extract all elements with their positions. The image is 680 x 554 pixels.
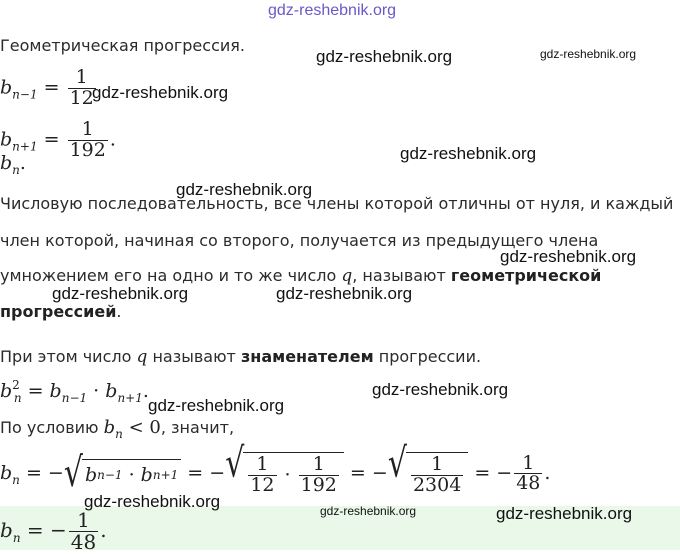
fraction-denominator: 48 [516, 472, 541, 495]
term-progression: прогрессией [0, 302, 117, 321]
sqrt-1: √ b n−1 · b n+1 [64, 459, 181, 489]
fraction-denominator: 192 [69, 138, 106, 161]
fraction-numerator: 1 [312, 453, 325, 475]
fraction-numerator: 1 [522, 451, 535, 474]
text: , называют [352, 266, 451, 285]
term-geometric: геометрической [450, 266, 602, 285]
definition-line-3 [0, 266, 601, 286]
text: . [116, 302, 122, 321]
given-b-next: $b_{n+1}$ = $\frac{1}{192}$ . [0, 118, 116, 161]
text: прогрессии. [373, 347, 482, 366]
watermark: gdz-reshebnik.org [540, 47, 637, 61]
variable-q: q [136, 347, 148, 367]
term-ratio: знаменателем [240, 347, 374, 366]
fraction-numerator: 1 [81, 118, 94, 140]
watermark: gdz-reshebnik.org [372, 380, 509, 399]
property-formula: $b^2_n = b_{n-1} \cdot b_{n+1}$. [0, 378, 149, 405]
fraction-denominator: 12 [69, 86, 94, 109]
condition-line [0, 418, 234, 444]
ratio-line [0, 347, 481, 367]
watermark: gdz-reshebnik.org [276, 284, 413, 303]
watermark: gdz-reshebnik.org [92, 83, 229, 102]
text: умножением его на одно и то же число [0, 266, 342, 285]
watermark: gdz-reshebnik.org [320, 504, 417, 518]
fraction-numerator: 1 [77, 508, 90, 532]
find-label: $b_n$. [0, 152, 26, 177]
watermark: gdz-reshebnik.org [496, 504, 633, 523]
text: называют [147, 347, 241, 366]
watermark: gdz-reshebnik.org [400, 144, 537, 163]
section-heading: Геометрическая прогрессия. [0, 36, 245, 55]
definition-line-4 [0, 302, 122, 322]
answer-formula: $b_n$ = − $\frac{1}{48}$ . [0, 508, 107, 554]
fraction-denominator: 192 [300, 473, 337, 496]
definition-line-2: член которой, начиная со второго, получается из предыдущего члена [0, 231, 599, 250]
watermark: gdz-reshebnik.org [316, 47, 453, 66]
given-b-prev: $b_{n-1}$ = $\frac{1}{12}$ [0, 66, 94, 109]
fraction-numerator: 1 [75, 66, 88, 88]
text: По условию [0, 418, 104, 437]
variable-q: q [341, 266, 353, 286]
given-b-next-clip [0, 118, 120, 161]
watermark-top: gdz-reshebnik.org [268, 2, 397, 19]
watermark: gdz-reshebnik.org [176, 180, 313, 199]
definition-line-1: Числовую последовательность, все члены которой отличны от нуля, и каждый [0, 194, 674, 213]
calculation-formula: $b_n$ = − √ b n−1 · b n+1 = − √ $\frac{1}{12}$ · $\frac{1}{192}$ = − √ $\frac{1}{2304}$ = − $\frac{1}{48}$ . [0, 440, 551, 497]
fraction-numerator: 1 [431, 453, 444, 475]
fraction-denominator: 2304 [412, 473, 462, 496]
text: , значит, [160, 418, 235, 437]
watermark: gdz-reshebnik.org [500, 247, 637, 266]
answer-clip [0, 506, 200, 554]
fraction-denominator: 48 [70, 530, 97, 554]
text: При этом число [0, 347, 137, 366]
fraction-denominator: 12 [250, 473, 275, 496]
watermark: gdz-reshebnik.org [52, 284, 189, 303]
sqrt-2: √ $\frac{1}{12}$ · $\frac{1}{192}$ [225, 452, 344, 496]
watermark: gdz-reshebnik.org [84, 492, 221, 511]
sqrt-3: √ $\frac{1}{2304}$ [388, 452, 468, 496]
watermark: gdz-reshebnik.org [148, 396, 285, 415]
condition-math: $b_n < 0$ [103, 417, 161, 441]
fraction-numerator: 1 [256, 453, 269, 475]
